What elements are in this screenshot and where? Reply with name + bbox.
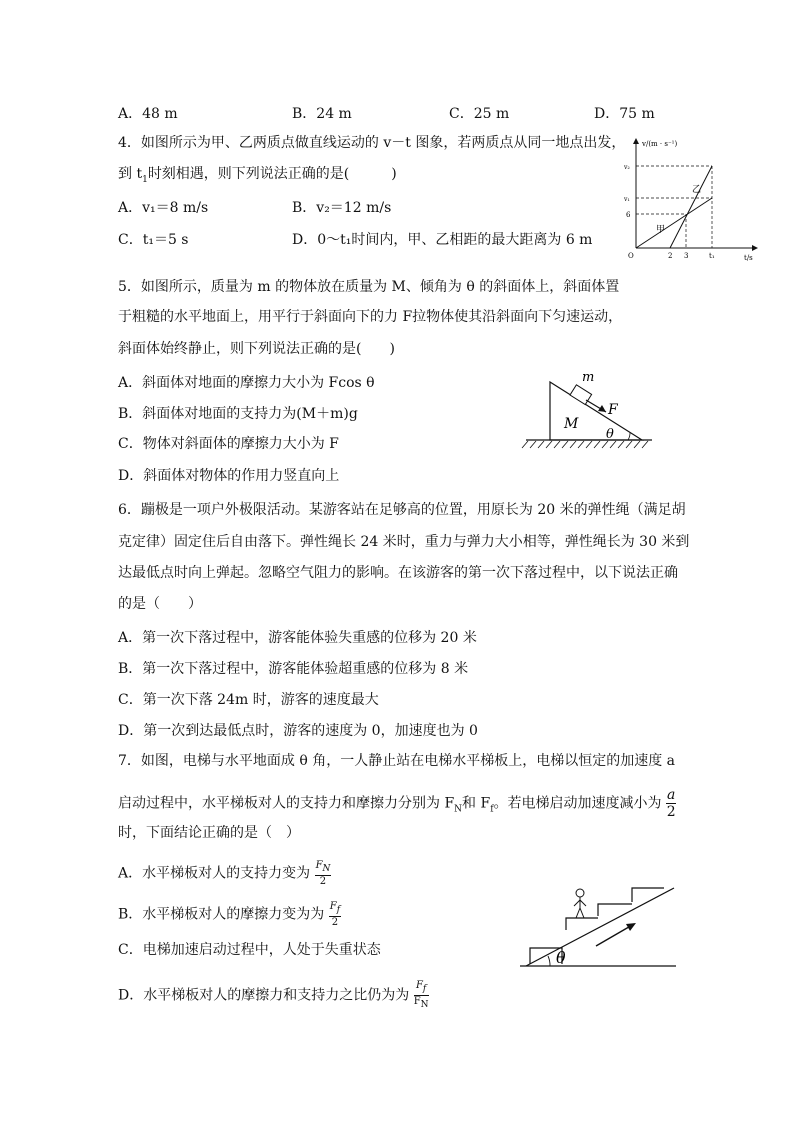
q4-option-d: D．0～t₁时间内，甲、乙相距的最大距离为 6 m (292, 232, 593, 248)
vt-v1: v₁ (624, 196, 630, 203)
q5-stem-line3: 斜面体始终静止，则下列说法正确的是( ) (118, 341, 395, 357)
q7-stem-line2: 启动过程中，水平梯板对人的支持力和摩擦力分别为 $F_N$和 $F_f$。若电梯启动加速度减小为 $\frac{a}{2}$ (118, 787, 676, 820)
q7-option-a: A．水平梯板对人的支持力变为 $\frac{F_N}{2}$ (118, 860, 331, 887)
frac-ff-over-2: $\frac{F_f}{2}$ (329, 901, 341, 928)
vt-yi-label: 乙 (692, 185, 702, 195)
frac-ff-over-fn: $\frac{F_f}{F_N}$ (413, 980, 429, 1010)
frac-fn-over-2: $\frac{F_N}{2}$ (315, 860, 331, 887)
yi-line (670, 166, 712, 248)
q6-stem-line1: 6．蹦极是一项户外极限活动。某游客站在足够高的位置，用原长为 20 米的弹性绳（满足胡 (118, 502, 686, 518)
q4-option-c: C．t₁＝5 s (118, 232, 189, 248)
vt-origin: O (628, 252, 634, 260)
q6-option-d: D．第一次到达最低点时，游客的速度为 0，加速度也为 0 (118, 723, 478, 739)
label-m: m (582, 370, 595, 385)
q4-option-a: A．v₁＝8 m/s (118, 200, 209, 216)
q5-option-c: C．物体对斜面体的摩擦力大小为 F (118, 436, 339, 452)
vt-t1: t₁ (709, 252, 715, 260)
vt-xlabel: t/s (744, 254, 753, 262)
label-F: F (608, 402, 618, 418)
q3-option-a: A．48 m (118, 106, 178, 122)
label-theta: θ (556, 948, 566, 967)
q5-stem-line1: 5．如图所示，质量为 m 的物体放在质量为 M、倾角为 θ 的斜面体上，斜面体置 (118, 279, 620, 295)
q6-stem-line4: 的是（ ） (118, 596, 202, 612)
vt-six: 6 (626, 211, 631, 219)
vt-ylabel: v/(m · s⁻¹) (642, 140, 678, 148)
q6-stem-line3: 达最低点时向上弹起。忽略空气阻力的影响。在该游客的第一次下落过程中，以下说法正确 (118, 565, 678, 581)
q3-option-d: D．75 m (594, 106, 655, 122)
label-theta: θ (606, 427, 614, 442)
q6-option-b: B．第一次下落过程中，游客能体验超重感的位移为 8 米 (118, 661, 469, 677)
q7-escalator-figure (516, 880, 686, 972)
q7-stem-line3: 时，下面结论正确的是（ ） (118, 825, 300, 841)
q4-vt-graph (620, 136, 760, 264)
q4-option-b: B．v₂＝12 m/s (292, 200, 392, 216)
q5-option-d: D．斜面体对物体的作用力竖直向上 (118, 468, 340, 484)
q5-incline-figure (520, 364, 660, 454)
person-icon (574, 889, 586, 918)
label-M: M (564, 416, 579, 432)
vt-t2: 2 (668, 252, 673, 260)
q5-option-a: A．斜面体对地面的摩擦力大小为 Fcos θ (118, 375, 375, 391)
q3-option-b: B．24 m (292, 106, 352, 122)
frac-a-over-2: $\frac{a}{2}$ (666, 787, 676, 820)
vt-v2: v₂ (624, 164, 630, 171)
vt-t3: 3 (684, 252, 689, 260)
q7-stem-line1: 7．如图，电梯与水平地面成 θ 角，一人静止站在电梯水平梯板上，电梯以恒定的加速度 a (118, 753, 676, 769)
q5-stem-line2: 于粗糙的水平地面上，用平行于斜面向下的力 F拉物体使其沿斜面向下匀速运动， (118, 309, 623, 325)
q6-stem-line2: 克定律）固定住后自由落下。弹性绳长 24 米时，重力与弹力大小相等，弹性绳长为 30 米到 (118, 534, 690, 550)
q3-option-c: C．25 m (449, 106, 510, 122)
q7-option-b: B．水平梯板对人的摩擦力变为为 $\frac{F_f}{2}$ (118, 901, 341, 928)
q6-option-c: C．第一次下落 24m 时，游客的速度最大 (118, 692, 379, 708)
q4-stem-line2: 到 $t_1$时刻相遇，则下列说法正确的是( ) (118, 166, 397, 185)
q7-option-d: D．水平梯板对人的摩擦力和支持力之比仍为为 $\frac{F_f}{F_N}$ (118, 980, 429, 1010)
q5-option-b: B．斜面体对地面的支持力为(M＋m)g (118, 406, 358, 422)
q7-option-c: C．电梯加速启动过程中，人处于失重状态 (118, 942, 381, 958)
q4-stem-line1: 4．如图所示为甲、乙两质点做直线运动的 v－t 图象，若两质点从同一地点出发， (118, 135, 626, 151)
q6-option-a: A．第一次下落过程中，游客能体验失重感的位移为 20 米 (118, 630, 477, 646)
vt-jia-label: 甲 (656, 225, 666, 235)
